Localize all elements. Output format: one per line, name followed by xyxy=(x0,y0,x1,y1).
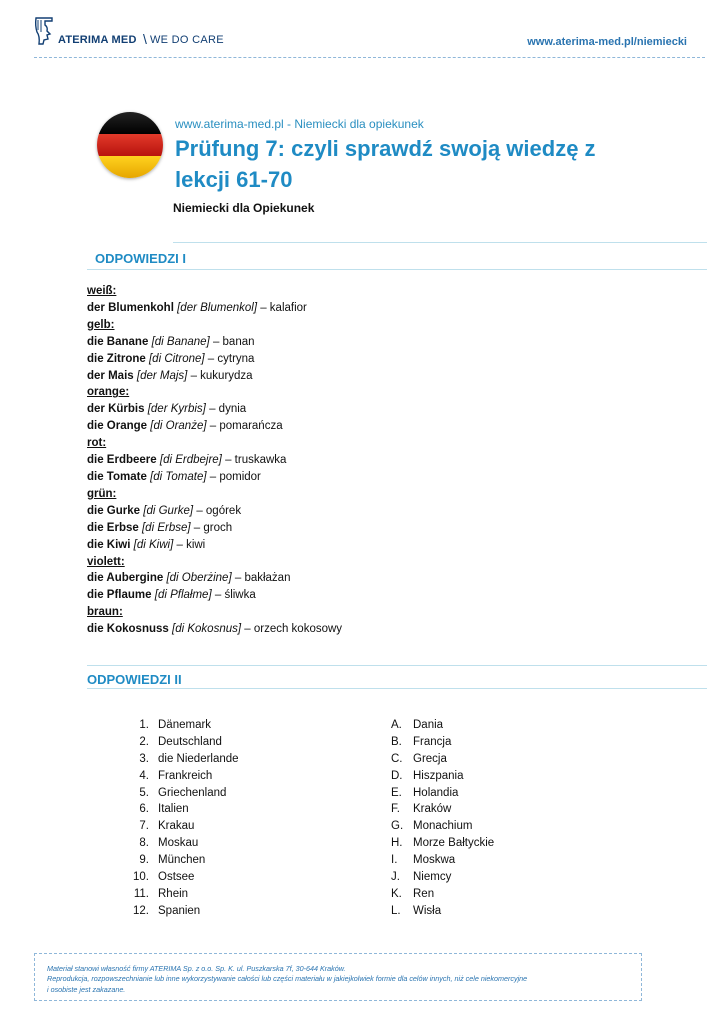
course-link[interactable]: www.aterima-med.pl - Niemiecki dla opiekunek xyxy=(175,117,424,131)
list-text: Wisła xyxy=(413,904,442,917)
page-title: Prüfung 7: czyli sprawdź swoją wiedzę z lekcji 61-70 xyxy=(175,136,596,192)
list-marker: 2. xyxy=(139,735,149,748)
polish-translation: – kalafior xyxy=(257,301,307,314)
list-item xyxy=(391,903,494,920)
list-marker: 3. xyxy=(139,752,149,765)
list-text: Griechenland xyxy=(158,786,227,799)
vocab-entry xyxy=(87,300,342,317)
german-word: die Orange xyxy=(87,420,148,433)
list-text: Francja xyxy=(413,735,452,748)
list-text: Monachium xyxy=(413,820,473,833)
polish-translation: – śliwka xyxy=(211,589,256,602)
german-word: die Kiwi xyxy=(87,538,131,551)
list-item xyxy=(133,903,239,920)
list-item xyxy=(133,785,239,802)
list-text: Niemcy xyxy=(413,871,452,884)
german-word: die Gurke xyxy=(87,504,141,517)
list-item xyxy=(133,818,239,835)
vocab-category: gelb: xyxy=(87,318,115,331)
vocab-entry xyxy=(87,503,342,520)
list-text: Italien xyxy=(158,803,189,816)
german-word: der Mais xyxy=(87,369,134,382)
section-divider xyxy=(87,269,707,270)
vocab-entry xyxy=(87,452,342,469)
german-word: die Aubergine xyxy=(87,572,164,585)
list-item xyxy=(391,801,494,818)
list-marker: 10. xyxy=(133,871,149,884)
polish-translation: – orzech kokosowy xyxy=(241,623,343,636)
list-marker: C. xyxy=(391,752,403,765)
pronunciation: [di Banane] xyxy=(151,335,210,348)
list-item xyxy=(133,801,239,818)
vocab-entry xyxy=(87,520,342,537)
list-marker: K. xyxy=(391,887,402,900)
pronunciation: [di Oberżine] xyxy=(166,572,232,585)
list-text: Moskwa xyxy=(413,854,456,867)
list-marker: 12. xyxy=(133,904,149,917)
pronunciation: [di Tomate] xyxy=(150,470,207,483)
list-marker: D. xyxy=(391,769,403,782)
list-item xyxy=(391,835,494,852)
polish-translation: – truskawka xyxy=(221,454,287,467)
pronunciation: [der Kyrbis] xyxy=(147,403,206,416)
list-item xyxy=(133,869,239,886)
polish-translation: – pomarańcza xyxy=(206,420,283,433)
page-subtitle: Niemiecki dla Opiekunek xyxy=(173,201,315,215)
vocab-category: orange: xyxy=(87,386,130,399)
list-item xyxy=(133,734,239,751)
list-marker: 6. xyxy=(139,803,149,816)
list-marker: L. xyxy=(391,904,401,917)
list-item xyxy=(133,768,239,785)
list-text: Dänemark xyxy=(158,719,212,731)
list-marker: 8. xyxy=(139,837,149,850)
pronunciation: [di Kiwi] xyxy=(133,538,174,551)
polish-translation: – bakłażan xyxy=(231,572,291,585)
pronunciation: [der Majs] xyxy=(136,369,188,382)
list-item xyxy=(391,717,494,734)
vocabulary-list xyxy=(87,283,342,638)
list-marker: B. xyxy=(391,735,402,748)
list-text: Frankreich xyxy=(158,769,213,782)
list-text: Spanien xyxy=(158,904,201,917)
german-word: die Tomate xyxy=(87,470,147,483)
list-marker: J. xyxy=(391,871,400,884)
list-item xyxy=(391,852,494,869)
brand-tagline: WE DO CARE xyxy=(150,34,224,46)
vocab-category: grün: xyxy=(87,487,117,500)
list-marker: 11. xyxy=(133,887,149,900)
vocab-entry xyxy=(87,621,342,638)
header-url-link[interactable]: www.aterima-med.pl/niemiecki xyxy=(527,36,687,48)
list-marker: 1. xyxy=(139,719,149,731)
footer-line: Reprodukcja, rozpowszechnianie lub inne wykorzystywanie całości lub części materiału w jakiejkolwiek formie dla celów innych, niż cele niekomercyjne xyxy=(47,974,528,984)
list-text: Hiszpania xyxy=(413,769,464,782)
vocab-category: braun: xyxy=(87,606,123,619)
section-divider xyxy=(87,688,707,689)
list-text: München xyxy=(158,854,206,867)
polish-translation: – groch xyxy=(190,521,233,534)
polish-translation: – banan xyxy=(209,335,255,348)
list-item xyxy=(133,751,239,768)
list-item xyxy=(391,886,494,903)
list-item xyxy=(391,734,494,751)
list-text: Ren xyxy=(413,887,435,900)
section2-heading: ODPOWIEDZI II xyxy=(87,672,182,687)
list-marker: 5. xyxy=(139,786,149,799)
list-marker: A. xyxy=(391,719,402,731)
polish-translation: – cytryna xyxy=(204,352,255,365)
vocab-entry xyxy=(87,587,342,604)
german-word: der Blumenkohl xyxy=(87,301,174,314)
list-text: Grecja xyxy=(413,752,447,765)
list-text: Rhein xyxy=(158,887,189,900)
section-divider xyxy=(87,665,707,666)
german-word: die Erbse xyxy=(87,521,139,534)
german-word: die Kokosnuss xyxy=(87,623,169,636)
list-marker: 4. xyxy=(139,769,149,782)
list-text: Kraków xyxy=(413,803,452,816)
list-marker: G. xyxy=(391,820,404,833)
polish-translation: – dynia xyxy=(205,403,247,416)
vocab-entry xyxy=(87,368,342,385)
list-text: die Niederlande xyxy=(158,752,239,765)
vocab-entry xyxy=(87,418,342,435)
list-marker: H. xyxy=(391,837,403,850)
list-item xyxy=(133,886,239,903)
polish-translation: – kukurydza xyxy=(187,369,253,382)
list-marker: I. xyxy=(391,854,398,867)
list-text: Ostsee xyxy=(158,871,195,884)
list-marker: F. xyxy=(391,803,400,816)
list-marker: 7. xyxy=(139,820,149,833)
pronunciation: [di Kokosnus] xyxy=(172,623,242,636)
germany-flag-icon xyxy=(97,112,163,178)
footer-line: Materiał stanowi własność firmy ATERIMA Sp. z o.o. Sp. K. ul. Puszkarska 7f, 30-644 Kraków. xyxy=(47,964,346,973)
vocab-entry xyxy=(87,351,342,368)
polish-translation: – kiwi xyxy=(173,538,206,551)
brand-separator: \ xyxy=(143,31,147,47)
german-word: die Zitrone xyxy=(87,352,146,365)
list-item xyxy=(391,869,494,886)
german-word: die Banane xyxy=(87,335,149,348)
pronunciation: [der Blumenkol] xyxy=(177,301,258,314)
vocab-category: rot: xyxy=(87,437,107,450)
list-item xyxy=(391,751,494,768)
list-item xyxy=(133,852,239,869)
german-word: die Pflaume xyxy=(87,589,152,602)
footer-notice xyxy=(34,953,642,1001)
vocab-entry xyxy=(87,469,342,486)
polish-places-list xyxy=(391,717,494,920)
german-places-list xyxy=(133,717,239,920)
pronunciation: [di Erbse] xyxy=(141,521,191,534)
section1-heading: ODPOWIEDZI I xyxy=(95,251,186,266)
pronunciation: [di Erdbejre] xyxy=(159,454,222,467)
list-item xyxy=(391,768,494,785)
list-item xyxy=(133,835,239,852)
section-divider xyxy=(173,242,707,243)
list-item xyxy=(391,818,494,835)
polish-translation: – pomidor xyxy=(206,470,261,483)
list-marker: E. xyxy=(391,786,402,799)
list-text: Krakau xyxy=(158,820,195,833)
list-text: Deutschland xyxy=(158,735,222,748)
footer-text xyxy=(47,964,632,995)
pronunciation: [di Citrone] xyxy=(148,352,205,365)
pronunciation: [di Oranże] xyxy=(150,420,207,433)
vocab-entry xyxy=(87,401,342,418)
brand-name: ATERIMA MED xyxy=(58,34,137,46)
pronunciation: [di Pflałme] xyxy=(154,589,212,602)
list-text: Dania xyxy=(413,719,444,731)
pronunciation: [di Gurke] xyxy=(143,504,194,517)
vocab-category: violett: xyxy=(87,555,125,568)
vocab-entry xyxy=(87,334,342,351)
vocab-category: weiß: xyxy=(87,285,117,297)
list-text: Moskau xyxy=(158,837,199,850)
german-word: die Erdbeere xyxy=(87,454,157,467)
page-header xyxy=(0,0,725,60)
vocab-entry xyxy=(87,570,342,587)
vocab-entry xyxy=(87,537,342,554)
list-item xyxy=(133,717,239,734)
list-text: Morze Bałtyckie xyxy=(413,837,495,850)
header-divider xyxy=(34,57,705,58)
list-marker: 9. xyxy=(139,854,149,867)
german-word: der Kürbis xyxy=(87,403,145,416)
list-item xyxy=(391,785,494,802)
aterima-logo-icon xyxy=(34,16,56,46)
polish-translation: – ogórek xyxy=(193,504,242,517)
list-text: Holandia xyxy=(413,786,459,799)
footer-line: i osobiste jest zakazane. xyxy=(47,984,126,994)
